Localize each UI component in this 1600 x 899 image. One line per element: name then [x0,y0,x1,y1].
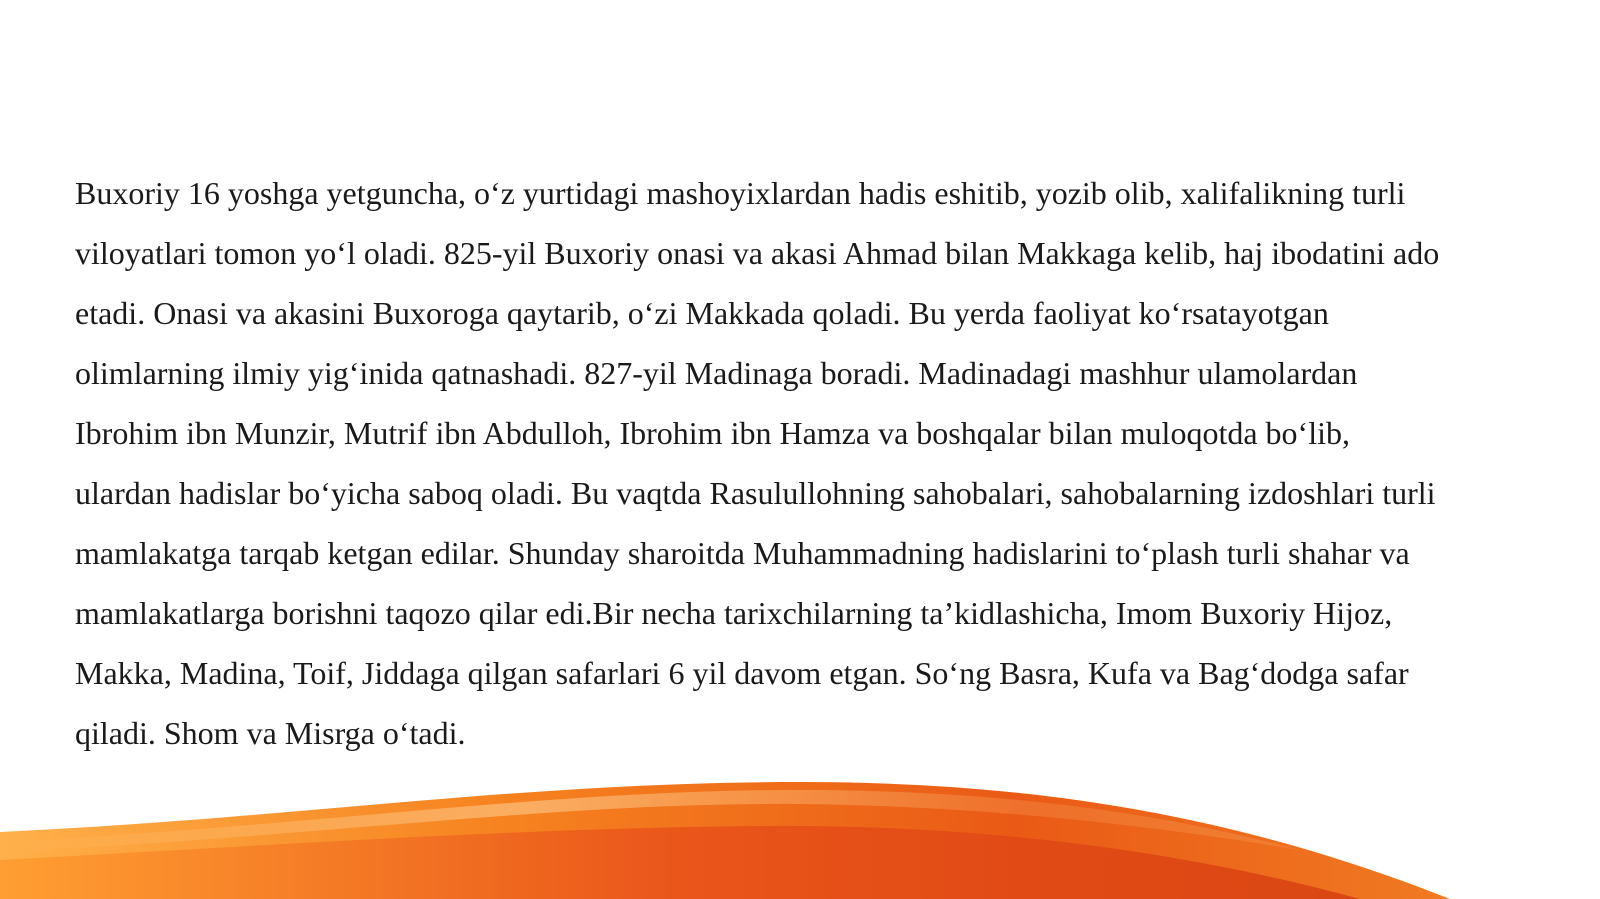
paragraph-line: olimlarning ilmiy yig‘inida qatnashadi. 827-yil Madinaga boradi. Madinadagi mashhur ulamolardan [75,355,1358,391]
paragraph-line: Ibrohim ibn Munzir, Mutrif ibn Abdulloh, Ibrohim ibn Hamza va boshqalar bilan muloqotda bo‘lib, [75,415,1350,451]
paragraph-line: viloyatlari tomon yo‘l oladi. 825-yil Buxoriy onasi va akasi Ahmad bilan Makkaga kelib, haj ibodatini ado [75,235,1440,271]
paragraph-line: etadi. Onasi va akasini Buxoroga qaytarib, o‘zi Makkada qoladi. Bu yerda faoliyat ko‘rsatayotgan [75,295,1329,331]
paragraph-line: qiladi. Shom va Misrga o‘tadi. [75,715,466,751]
paragraph-line: mamlakatga tarqab ketgan edilar. Shunday sharoitda Muhammadning hadislarini to‘plash turli shahar va [75,535,1410,571]
body-paragraph [75,163,1515,763]
paragraph-line: ulardan hadislar bo‘yicha saboq oladi. Bu vaqtda Rasulullohning sahobalari, sahobalarning izdoshlari turli [75,475,1436,511]
paragraph-line: Makka, Madina, Toif, Jiddaga qilgan safarlari 6 yil davom etgan. So‘ng Basra, Kufa va Bag‘dodga safar [75,655,1409,691]
orange-wave-decoration [0,780,1600,899]
paragraph-line: mamlakatlarga borishni taqozo qilar edi.Bir necha tarixchilarning ta’kidlashicha, Imom Buxoriy Hijoz, [75,595,1393,631]
paragraph-line: Buxoriy 16 yoshga yetguncha, o‘z yurtidagi mashoyixlardan hadis eshitib, yozib olib, xalifalikning turli [75,175,1406,211]
